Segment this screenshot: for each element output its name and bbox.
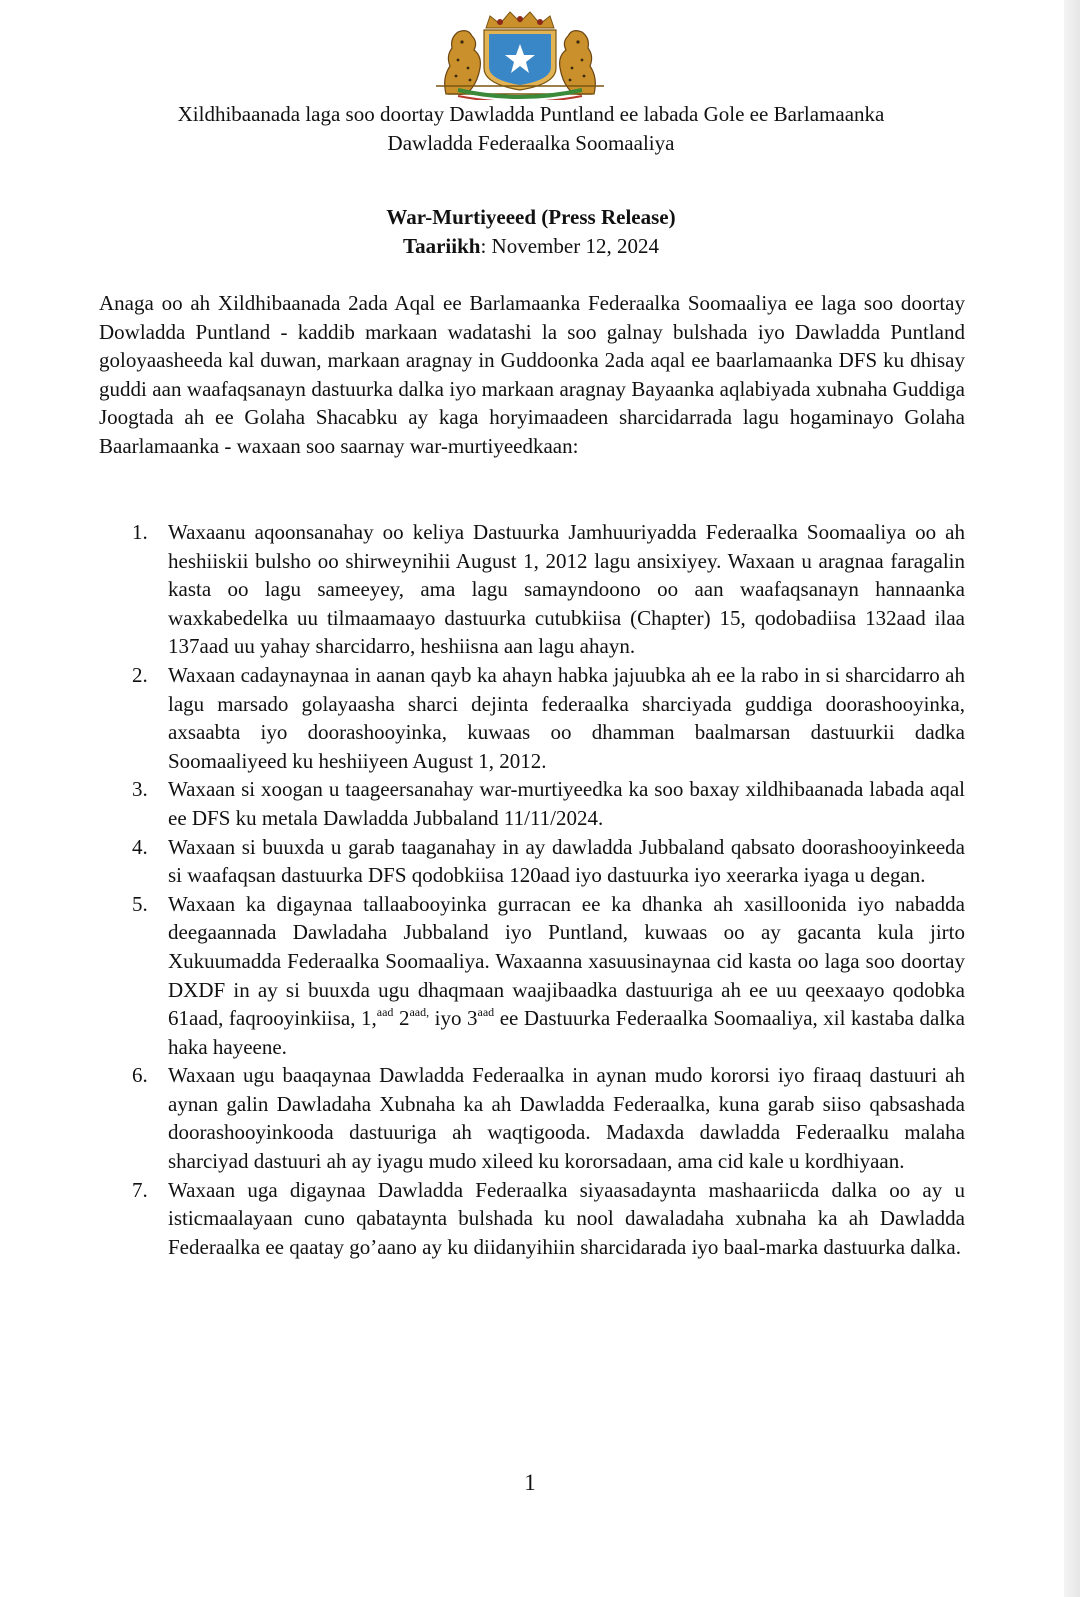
list-item-text-end: ee Dastuurka Federaalka Soomaaliya, xil kastaba dalka haka hayeene. <box>168 1006 965 1059</box>
list-item-text: Waxaanu aqoonsanahay oo keliya Dastuurka Jamhuuriyadda Federaalka Soomaaliya oo ah heshiiskii bulsho oo shirweynihii August 1, 2012 lagu ansixiyey. Waxaan u aragnaa faragalin kasta oo lagu sameeyey, ama lagu samayndoono oo aan waafaqsanayn hannaanka waxkabedelka uu tilmaamaayo dastuurka cutubkiisa (Chapter) 15, qodobadiisa 132aad ilaa 137aad uu yahay sharcidarro, heshiisna aan lagu ahayn. <box>168 520 965 659</box>
list-item <box>99 1061 965 1175</box>
document-title: War-Murtiyeeed (Press Release) <box>386 205 676 229</box>
list-item-number: 6. <box>132 1063 148 1088</box>
list-item <box>99 661 965 775</box>
issuer-header <box>100 100 962 158</box>
page-edge-shadow <box>1064 0 1080 1597</box>
issuer-header-line1: Xildhibaanada laga soo doortay Dawladda Puntland ee labada Gole ee Barlamaanka <box>177 102 885 126</box>
list-item-number: 7. <box>132 1177 148 1202</box>
list-item-number: 1. <box>132 520 148 544</box>
somalia-coat-of-arms-emblem-icon <box>428 8 612 100</box>
list-item-text: Waxaan ugu baaqaynaa Dawladda Federaalka in aynan mudo kororsi iyo firaaq dastuuri ah aynan galin Dawladaha Xubnaha ka ah Dawladda Federaalka, kuna garab siiso qabsashada doorashooyinkooda dastuuriga ah waqtigooda. Madaxda dawladda Federaalku malaha sharciyad dastuuri ah ay iyagu mudo xileed ku kororsadaan, ama cid kale u kordhiyaan. <box>168 1063 965 1174</box>
resolutions-list <box>99 518 965 1261</box>
ordinal-superscript: aad <box>477 1005 495 1020</box>
page-number: 1 <box>524 1470 536 1495</box>
list-item-text-mid: 2 <box>393 1006 410 1031</box>
list-item-text-start: Waxaan ka digaynaa tallaabooyinka gurracan ee ka dhanka ah xasilloonida iyo nabadda deegaannada Dawladaha Jubbaland iyo Puntland, kuwaas oo ay gacanta kula jirto Xukuumadda Federaalka Soomaaliya. Waxaanna xasuusinaynaa cid kasta oo laga soo doortay DXDF in ay si buuxda ugu dhaqmaan waajibaadka dastuuriga ah ee uu qeexaayo qodobka 61aad, faqrooyinkiisa, 1, <box>168 891 965 1031</box>
list-item-text: Waxaan uga digaynaa Dawladda Federaalka siyaasadaynta mashaariicda dalka oo ay u isticmaalayaan cuno qabataynta bulshada ku nool dawaladaha xubnaha ka ah Dawladda Federaalka ee qaatay go’aano ay ku diidanyihiin sharcidarada iyo baal-marka dastuurka dalka. <box>168 1177 965 1259</box>
list-item-text: Waxaan si xoogan u taageersanahay war-murtiyeedka ka soo baxay xildhibaanada labada aqal ee DFS ku metala Dawladda Jubbaland 11/11/2024. <box>168 777 965 830</box>
ordinal-superscript: aad <box>376 1005 394 1020</box>
ordinal-superscript: aad, <box>409 1005 430 1020</box>
list-item-number: 4. <box>132 834 148 859</box>
list-item <box>99 890 965 1062</box>
list-item <box>99 1176 965 1262</box>
title-block <box>100 203 962 261</box>
intro-paragraph: Anaga oo ah Xildhibaanada 2ada Aqal ee Barlamaanka Federaalka Soomaaliya ee laga soo doortay Dowladda Puntland - kaddib markaan wadatashi la soo galnay bulshada iyo Dawladda Puntland goloyaasheeda kal duwan, markaan aragnay in Guddoonka 2ada aqal ee baarlamaanka DFS ku dhisay guddi aan waafaqsanayn dastuurka dalka iyo markaan aragnay Bayaanka aqlabiyada xubnaha Guddiga Joogtada ah ee Golaha Shacabku ay kaga horyimaadeen sharcidarrada lagu hogaminayo Golaha Baarlamaanka - waxaan soo saarnay war-murtiyeedkaan: <box>99 291 965 458</box>
document-date <box>403 234 659 258</box>
list-item <box>99 518 965 661</box>
list-item-number: 3. <box>132 777 148 802</box>
list-item-text: Waxaan cadaynaynaa in aanan qayb ka ahayn habka jajuubka ah ee la rabo in si sharcidarro ah lagu marsado golayaasha sharci dejinta federaalka sharciyada guddiga doorashooyinka, axsaabta iyo doorashooyinka, kuwaas oo dhamman baalmarsan dastuurkii dadka Soomaaliyeed ku heshiiyeen August 1, 2012. <box>168 662 965 773</box>
list-item <box>99 775 965 832</box>
list-item <box>99 833 965 890</box>
issuer-header-line2: Dawladda Federaalka Soomaaliya <box>387 131 675 155</box>
date-label: Taariikh <box>403 234 481 258</box>
list-item-text: Waxaan si buuxda u garab taaganahay in ay dawladda Jubbaland qabsato doorashooyinkeeda si waafaqsan dastuurka DFS qodobkiisa 120aad iyo dastuurka iyo xeerarka iyaga u degan. <box>168 834 965 888</box>
list-item-number: 2. <box>132 662 148 687</box>
list-item-text-mid: iyo 3 <box>429 1006 478 1031</box>
list-item-number: 5. <box>132 891 148 916</box>
date-value: : November 12, 2024 <box>480 234 659 258</box>
